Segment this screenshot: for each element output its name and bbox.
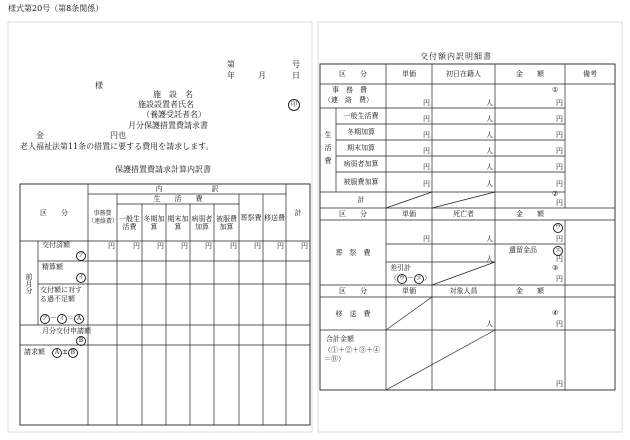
r-jimu-yen: 円 (423, 99, 430, 107)
nen-label: 年 (227, 71, 235, 80)
r-col-biko: 備考 (583, 70, 597, 78)
formula-a: ア (41, 315, 48, 322)
row-kofuzumi: 交付済額 (42, 241, 70, 249)
operator-name-label: 施設設置者氏名 (138, 100, 194, 109)
r-row-hifuku: 被服費加算 (343, 178, 379, 186)
yen-kimatsu: 円 (181, 242, 188, 250)
row-seikyu-label: 請求額 (24, 348, 45, 356)
yen-jimu: 円 (108, 242, 115, 250)
total-formula: （①＋②＋③＋④＝Ⓑ） (324, 346, 380, 363)
row-tsukibun-kofu: 月分交付申請額 (42, 327, 91, 335)
hi-label: 日 (292, 71, 300, 80)
col-ippan: 一般生活費 (119, 214, 140, 231)
col-jimu-label: 事務費 (93, 209, 112, 217)
s-iryu-yen: 円 (556, 255, 563, 263)
col-kimatsu: 期末加算 (167, 214, 189, 231)
s-kin-yen: 円 (556, 235, 563, 243)
left-table-title: 保護措置費請求計算内訳書 (115, 165, 211, 174)
s-iryu-nin: 人 (486, 255, 493, 263)
i-col-tanka: 単価 (402, 287, 416, 295)
r-mark-1: ① (552, 86, 559, 94)
total-yen: 円 (556, 380, 563, 388)
yen-kei: 円 (301, 242, 308, 250)
r-jimu-nin: 人 (486, 99, 493, 107)
s-mark-3: ③ (552, 264, 559, 272)
yen-toki: 円 (157, 242, 164, 250)
r-col-nichi: 初日在籍人 (446, 70, 481, 78)
r-row-jimu: 事 務 費 (332, 86, 367, 94)
yen-iso: 円 (277, 242, 284, 250)
r-row-byojaku: 病弱者加算 (343, 160, 379, 168)
s-col-shibo: 死亡者 (453, 210, 474, 218)
dai-label: 第 (227, 60, 235, 69)
s-mark-u: ウ (554, 224, 561, 231)
r-mark-2: ② (552, 190, 559, 198)
tsuki-label: 月 (258, 71, 266, 80)
row-seisan: 精算額 (42, 263, 63, 271)
col-uchiwake: 内 訳 (155, 185, 219, 193)
col-jimu-note: （連絡費） (88, 217, 119, 225)
seikyu-A: A (52, 348, 62, 358)
r-row-kei: 計 (357, 196, 365, 204)
row-kabusoku: 交付額に対する過不足額 (40, 286, 82, 303)
request-text: 老人福祉法第11条の措置に要する費用を請求します。 (20, 142, 214, 151)
request-title: 月分保護措置費請求書 (128, 121, 208, 130)
formula-A: A (74, 314, 84, 324)
r-col-kingaku: 金 額 (516, 70, 544, 78)
r-hifuku-yen: 円 (423, 180, 430, 188)
s-row-sosai: 葬 祭 費 (335, 248, 371, 257)
mark-a: ア (77, 252, 84, 259)
r-jimu-kin: 円 (556, 99, 563, 107)
r-kimatsu-yen: 円 (423, 147, 430, 155)
r-byojaku-nin: 人 (486, 163, 493, 171)
s-shibo-nin: 人 (486, 235, 493, 243)
r-col-kubun: 区 分 (339, 70, 367, 78)
mark-i: イ (77, 274, 84, 281)
i-col-kubun: 区 分 (339, 287, 367, 295)
s-col-tanka: 単価 (402, 210, 416, 218)
s-formula-u: ウ (398, 275, 405, 282)
r-byojaku-kin: 円 (556, 163, 563, 171)
formula-i: イ (58, 315, 65, 322)
yen-byojaku: 円 (205, 242, 212, 250)
row-zengetsu: 前月分 (25, 272, 33, 294)
s-sashihiki-yen: 円 (556, 275, 563, 283)
right-table-title: 交付額内訳明細書 (420, 52, 492, 61)
r-hifuku-kin: 円 (556, 180, 563, 188)
seikyu-B: B (68, 348, 78, 358)
r-hifuku-nin: 人 (486, 180, 493, 188)
r-row-seikatsu: 生活費 (324, 130, 332, 170)
col-kei: 計 (294, 208, 302, 217)
r-toki-kin: 円 (556, 131, 563, 139)
r-row-toki: 冬期加算 (347, 128, 375, 136)
s-col-kingaku: 金 額 (516, 210, 544, 218)
s-tanka-yen: 円 (423, 235, 430, 243)
r-kimatsu-nin: 人 (486, 147, 493, 155)
r-toki-nin: 人 (486, 131, 493, 139)
r-toki-yen: 円 (423, 131, 430, 139)
col-byojaku: 病弱者加算 (191, 214, 213, 231)
col-sosai: 葬祭費 (240, 213, 262, 222)
s-formula-e: エ (415, 275, 422, 282)
amount-en: 円也 (110, 131, 126, 140)
i-col-taisho: 対象人員 (449, 287, 478, 295)
total-label: 合計金額 (326, 335, 354, 343)
s-sashihiki: 差引計 (390, 264, 411, 272)
col-iso: 移送費 (264, 213, 285, 222)
delegate-label: （養護受託者名） (142, 110, 206, 119)
seal-mark: 印 (288, 99, 300, 111)
col-toki: 冬期加算 (143, 214, 165, 231)
r-ippan-yen: 円 (423, 115, 430, 123)
r-col-tanka: 単価 (402, 70, 416, 78)
i-row-iso: 移 送 費 (335, 309, 371, 318)
r-byojaku-yen: 円 (423, 163, 430, 171)
s-sashihiki-formula: （ ウ － エ ） (390, 274, 431, 282)
yen-sosai: 円 (254, 242, 261, 250)
s-col-kubun: 区 分 (339, 210, 367, 218)
mark-B: B (76, 336, 86, 346)
col-seikatsu: 生 活 費 (153, 195, 203, 203)
amount-kin: 金 (36, 131, 44, 140)
sama-label: 様 (95, 81, 103, 90)
yen-ippan: 円 (133, 242, 140, 250)
s-mark-e: エ (554, 247, 561, 254)
col-kubun: 区 分 (40, 208, 68, 217)
r-row-ippan: 一般生活費 (343, 112, 379, 120)
col-hifuku: 被服費加算 (216, 214, 237, 231)
r-row-jimu-note: （連 絡 費） (324, 96, 373, 104)
i-mark-4: ④ (552, 309, 559, 317)
r-kei-kin: 円 (556, 199, 563, 207)
go-label: 号 (292, 60, 300, 69)
i-col-kingaku: 金 額 (516, 287, 544, 295)
r-kimatsu-kin: 円 (556, 147, 563, 155)
i-taisho-nin: 人 (486, 320, 493, 328)
r-ippan-nin: 人 (486, 115, 493, 123)
row-seikyu: 請求額 A ± B (24, 348, 78, 358)
i-kin-yen: 円 (556, 320, 563, 328)
form-id: 様式第20号（第8条関係） (8, 4, 104, 13)
facility-name-label: 施 設 名 (153, 90, 193, 99)
yen-hifuku: 円 (230, 242, 237, 250)
row-kabusoku-formula: ア － イ ＝ A (40, 314, 84, 324)
s-iryu: 遺留金品 (509, 246, 537, 254)
r-row-kimatsu: 期末加算 (347, 144, 375, 152)
r-ippan-kin: 円 (556, 115, 563, 123)
